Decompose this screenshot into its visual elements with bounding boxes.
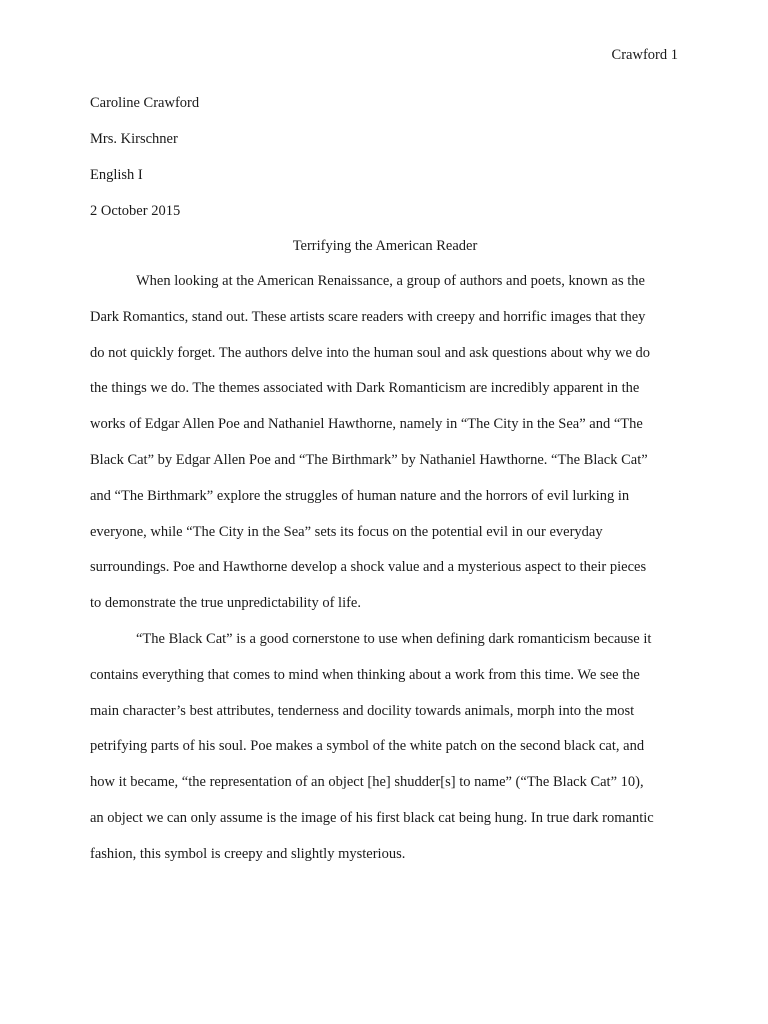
text-line: how it became, “the representation of an object [he] shudder[s] to name” (“The Black Cat” 10),	[90, 774, 644, 791]
text-line: Dark Romantics, stand out. These artists scare readers with creepy and horrific images that they	[90, 308, 646, 325]
text-line: contains everything that comes to mind when thinking about a work from this time. We see the	[90, 666, 640, 683]
text-line: petrifying parts of his soul. Poe makes a symbol of the white patch on the second black cat, and	[90, 738, 645, 755]
paragraph	[90, 629, 680, 880]
text-line: and “The Birthmark” explore the struggles of human nature and the horrors of evil lurking in	[90, 487, 630, 504]
author-name: Caroline Crawford	[90, 95, 200, 111]
text-line: everyone, while “The City in the Sea” sets its focus on the potential evil in our everyday	[90, 523, 603, 540]
text-line: fashion, this symbol is creepy and slightly mysterious.	[90, 845, 406, 862]
text-line: When looking at the American Renaissance, a group of authors and poets, known as the	[136, 273, 645, 289]
course-name: English I	[90, 167, 143, 183]
text-line: main character’s best attributes, tenderness and docility towards animals, morph into the most	[90, 702, 635, 719]
essay-title: Terrifying the American Reader	[292, 238, 478, 254]
text-line: do not quickly forget. The authors delve into the human soul and ask questions about why we do	[90, 344, 651, 361]
mla-heading	[90, 93, 680, 237]
text-line: the things we do. The themes associated with Dark Romanticism are incredibly apparent in the	[90, 380, 640, 397]
essay-body	[90, 271, 680, 880]
text-line: works of Edgar Allen Poe and Nathaniel Hawthorne, namely in “The City in the Sea” and “The	[90, 416, 643, 433]
text-line: surroundings. Poe and Hawthorne develop a shock value and a mysterious aspect to their pieces	[90, 559, 647, 576]
instructor-name: Mrs. Kirschner	[90, 131, 178, 147]
text-line: an object we can only assume is the image of his first black cat being hung. In true dark romantic	[90, 809, 654, 826]
running-header: Crawford 1	[611, 47, 678, 63]
text-line: “The Black Cat” is a good cornerstone to use when defining dark romanticism because it	[136, 630, 652, 647]
text-line: to demonstrate the true unpredictability of life.	[90, 595, 361, 612]
essay-date: 2 October 2015	[90, 203, 181, 219]
paragraph	[90, 271, 680, 629]
text-line: Black Cat” by Edgar Allen Poe and “The Birthmark” by Nathaniel Hawthorne. “The Black Cat”	[90, 451, 648, 468]
